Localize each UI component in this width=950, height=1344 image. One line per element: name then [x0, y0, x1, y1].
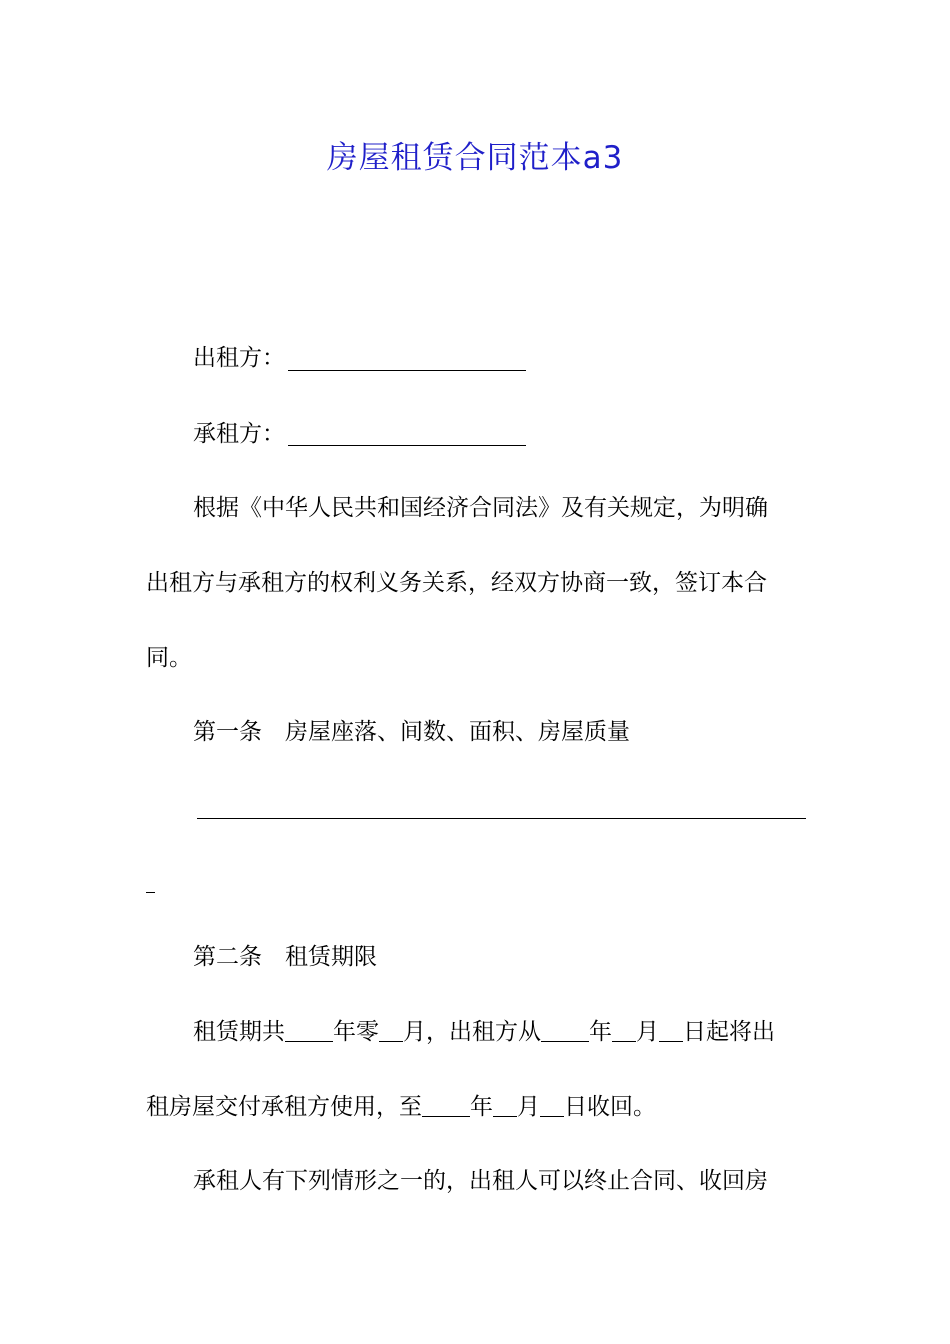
- term-text: 日起将出: [683, 1019, 775, 1045]
- term-text: 日收回。: [564, 1094, 656, 1120]
- article1-blank-tail: [146, 892, 155, 893]
- term-text: 年零: [333, 1019, 379, 1045]
- term-text: 月: [636, 1019, 659, 1045]
- months-blank: [379, 1040, 403, 1042]
- term-text: 租赁期共: [193, 1019, 285, 1045]
- document-title: 房屋租赁合同范本a3: [326, 140, 624, 176]
- lessor-blank: [288, 370, 526, 371]
- term-line-2: [146, 1091, 806, 1123]
- start-day-blank: [659, 1040, 683, 1042]
- lessee-blank: [288, 445, 526, 446]
- end-day-blank: [540, 1115, 564, 1117]
- article1-blank: [197, 818, 806, 819]
- preamble-line-2: 出租方与承租方的权利义务关系，经双方协商一致，签订本合: [146, 570, 767, 596]
- term-text: 月，出租方从: [403, 1019, 541, 1045]
- term-text: 月: [517, 1094, 540, 1120]
- end-month-blank: [493, 1115, 517, 1117]
- lessor-label: 出租方：: [193, 345, 285, 371]
- years-blank: [285, 1040, 333, 1042]
- article2-heading: 第二条 租赁期限: [193, 944, 377, 970]
- lessee-label: 承租方：: [193, 421, 285, 447]
- preamble-line-1: 根据《中华人民共和国经济合同法》及有关规定，为明确: [193, 495, 768, 521]
- term-text: 年: [589, 1019, 612, 1045]
- start-month-blank: [612, 1040, 636, 1042]
- termination-line-1: 承租人有下列情形之一的，出租人可以终止合同、收回房: [193, 1168, 768, 1194]
- article1-heading: 第一条 房屋座落、间数、面积、房屋质量: [193, 719, 630, 745]
- start-year-blank: [541, 1040, 589, 1042]
- term-text: 租房屋交付承租方使用，至: [146, 1094, 422, 1120]
- end-year-blank: [422, 1115, 470, 1117]
- term-line-1: [193, 1016, 853, 1048]
- preamble-line-3: 同。: [146, 645, 192, 671]
- term-text: 年: [470, 1094, 493, 1120]
